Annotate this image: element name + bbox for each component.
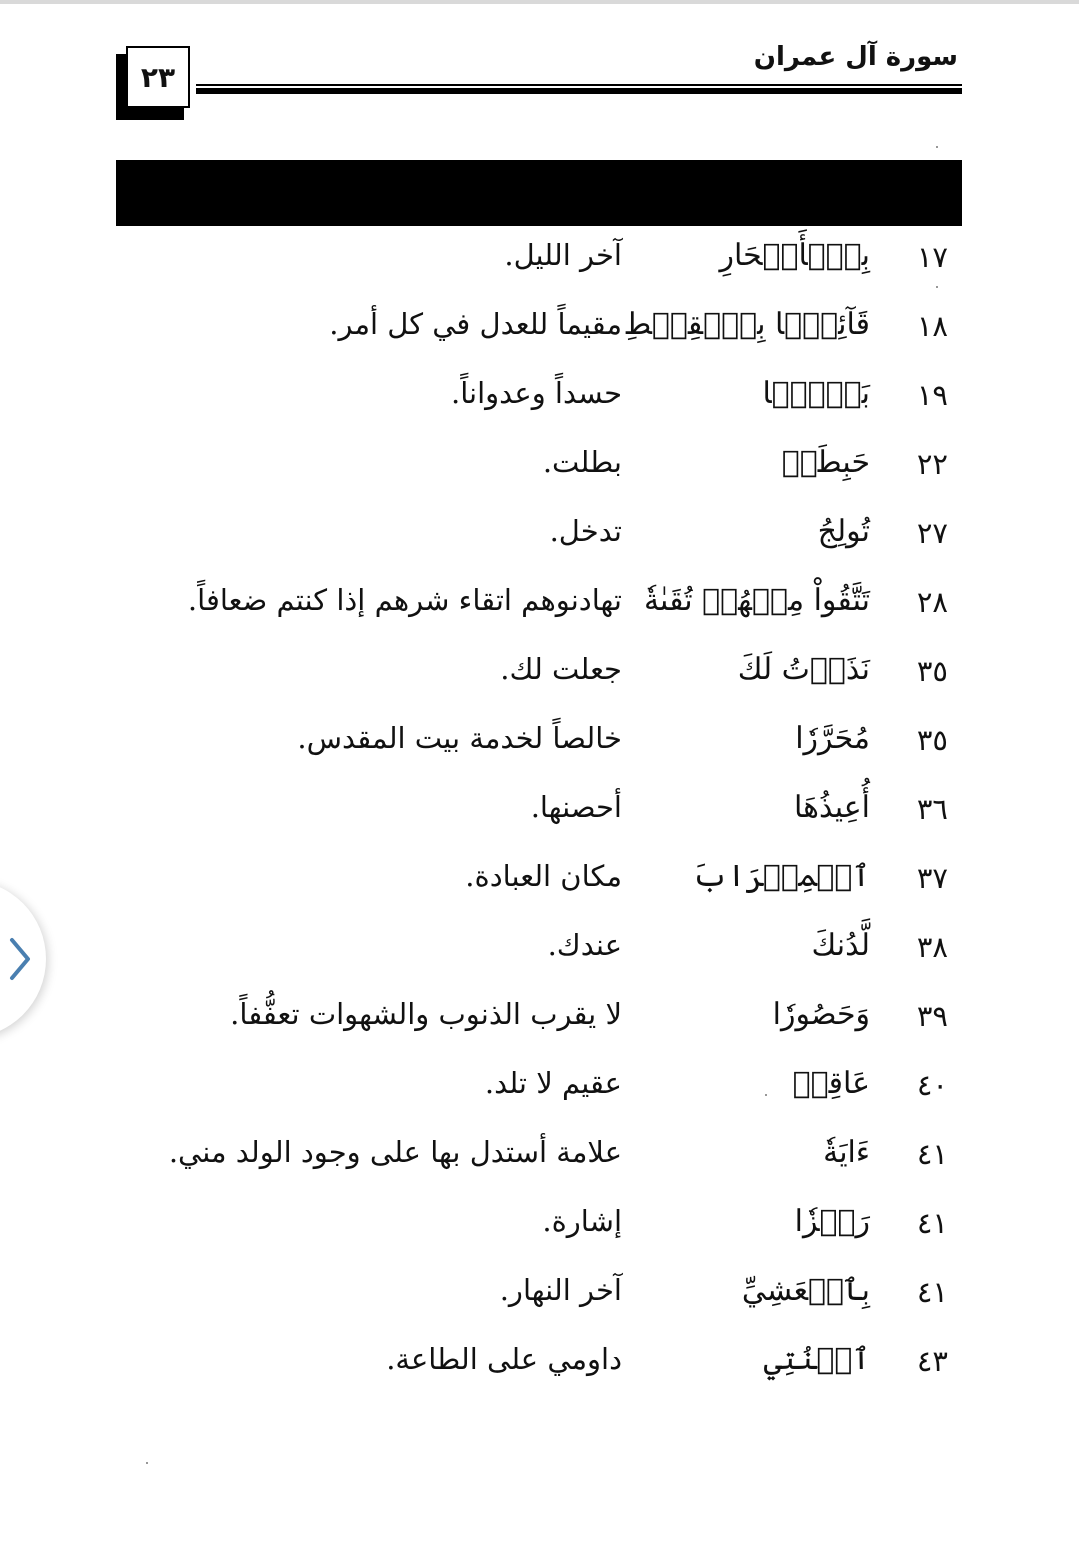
quranic-word: رَمۡزٗا: [794, 1204, 870, 1239]
verse-number: ٤١: [916, 1137, 948, 1171]
word-meaning: مكان العبادة.: [465, 859, 622, 893]
word-meaning: إشارة.: [542, 1204, 622, 1238]
glossary-entry: [116, 711, 962, 780]
verse-number: ٣٧: [916, 861, 948, 895]
glossary-entry: [116, 228, 962, 297]
quranic-word: نَذَرۡتُ لَكَ: [737, 652, 870, 687]
verse-number: ٣٩: [916, 999, 948, 1033]
glossary-entry: [116, 642, 962, 711]
verse-number: ٤١: [916, 1206, 948, 1240]
glossary-entry: [116, 849, 962, 918]
quranic-word: بَغۡيَۢا: [762, 376, 870, 411]
glossary-entry: [116, 1056, 962, 1125]
quranic-word: مُحَرَّرٗا: [795, 721, 870, 756]
quranic-word: لَّدُنكَ: [811, 928, 870, 963]
scan-speck: [936, 146, 938, 148]
quranic-word: ٱلۡمِحۡرَابَ: [692, 859, 870, 894]
glossary-entry: [116, 1332, 962, 1401]
verse-number: ١٩: [916, 378, 948, 412]
scan-speck: [936, 286, 938, 288]
glossary-entry: [116, 366, 962, 435]
word-meaning: بطلت.: [542, 445, 622, 479]
quranic-word: أُعِيذُهَا: [794, 790, 870, 825]
glossary-entry: [116, 918, 962, 987]
verse-number: ٣٥: [916, 723, 948, 757]
section-header-band: [116, 160, 962, 226]
verse-number: ٣٥: [916, 654, 948, 688]
word-meaning: آخر الليل.: [504, 238, 622, 272]
word-meaning: خالصاً لخدمة بيت المقدس.: [297, 721, 622, 755]
word-meaning: جعلت لك.: [500, 652, 622, 686]
scan-speck: [765, 1094, 767, 1096]
glossary-entry: [116, 297, 962, 366]
surah-title: سورة آل عمران: [753, 42, 958, 72]
glossary-entry: [116, 780, 962, 849]
page-number-box: [116, 46, 192, 120]
header-rule-thin: [196, 84, 962, 86]
verse-number: ٣٦: [916, 792, 948, 826]
glossary-entry: [116, 504, 962, 573]
verse-number: ٢٧: [916, 516, 948, 550]
page-header: [116, 40, 962, 122]
chevron-right-icon[interactable]: [4, 934, 34, 984]
quranic-word: بِٱلۡأَسۡحَارِ: [719, 238, 870, 273]
verse-number: ١٨: [916, 309, 948, 343]
word-meaning: حسداً وعدواناً.: [450, 376, 622, 410]
word-meaning: لا يقرب الذنوب والشهوات تعفُّفاً.: [230, 997, 622, 1031]
verse-number: ٢٢: [916, 447, 948, 481]
quranic-word: عَاقِرٞ: [792, 1066, 870, 1101]
top-strip: [0, 0, 1079, 4]
glossary-entry: [116, 573, 962, 642]
word-meaning: داومي على الطاعة.: [386, 1342, 622, 1376]
scan-speck: [146, 1462, 148, 1464]
verse-number: ١٧: [916, 240, 948, 274]
quranic-word: قَآئِمَۢا بِٱلۡقِسۡطِ: [623, 307, 870, 342]
glossary-entry: [116, 1194, 962, 1263]
quranic-word: وَحَصُورٗا: [772, 997, 870, 1032]
verse-number: ٤٠: [916, 1068, 948, 1102]
glossary-entry: [116, 1125, 962, 1194]
glossary-entry: [116, 435, 962, 504]
word-meaning: عقيم لا تلد.: [484, 1066, 622, 1100]
quranic-word: ءَايَةٗ: [823, 1135, 870, 1170]
header-rule-thick: [196, 88, 962, 94]
verse-number: ٢٨: [916, 585, 948, 619]
word-meaning: تهادنوهم اتقاء شرهم إذا كنتم ضعافاً.: [187, 583, 622, 617]
word-meaning: عندك.: [547, 928, 622, 962]
quranic-word: حَبِطَتۡ: [781, 445, 870, 480]
word-meaning: علامة أستدل بها على وجود الولد مني.: [168, 1135, 622, 1169]
verse-number: ٤١: [916, 1275, 948, 1309]
verse-number: ٤٣: [916, 1344, 948, 1378]
word-meaning: مقيماً للعدل في كل أمر.: [329, 307, 622, 341]
glossary-entry: [116, 1263, 962, 1332]
word-meaning: آخر النهار.: [499, 1273, 622, 1307]
quranic-word: تُولِجُ: [817, 514, 870, 549]
page-number: ٢٣: [126, 46, 190, 108]
verse-number: ٣٨: [916, 930, 948, 964]
glossary-list: [116, 228, 962, 1401]
quranic-word: ٱقۡنُتِي: [763, 1342, 870, 1377]
quranic-word: بِٱلۡعَشِيِّ: [741, 1273, 870, 1308]
word-meaning: تدخل.: [549, 514, 622, 548]
glossary-entry: [116, 987, 962, 1056]
quranic-word: تَتَّقُواْ مِنۡهُمۡ تُقَىٰةٗ: [643, 583, 870, 618]
word-meaning: أحصنها.: [530, 790, 622, 824]
